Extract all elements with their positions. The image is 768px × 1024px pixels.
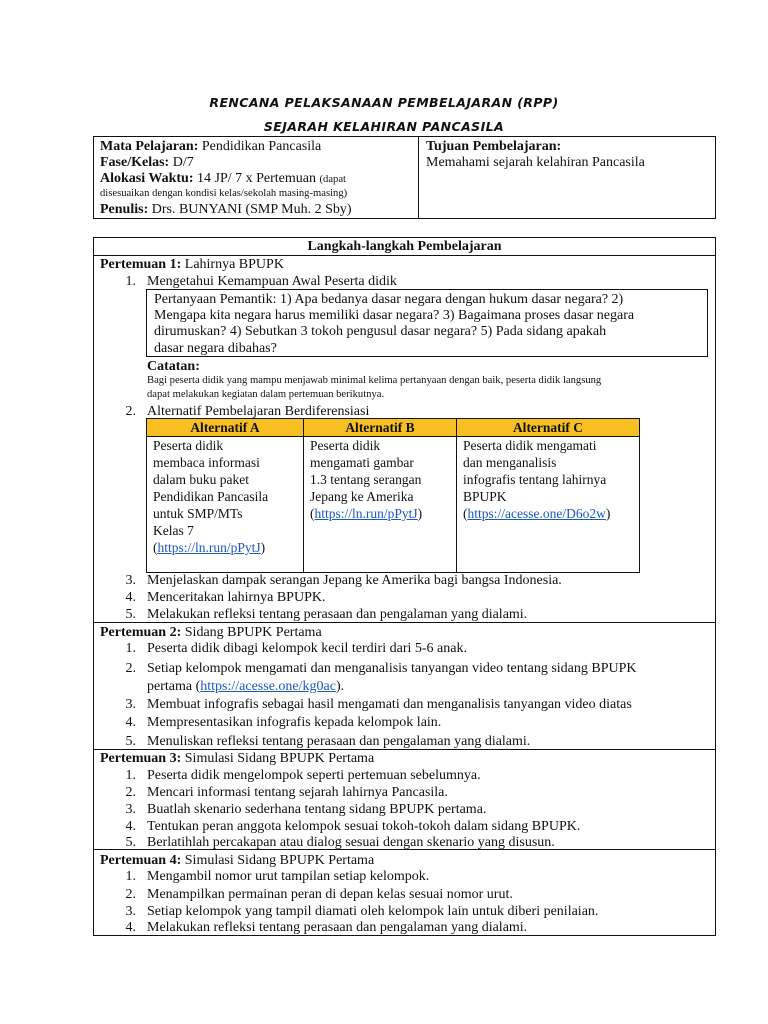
p1-item-3: Menjelaskan dampak serangan Jepang ke Amerika bagi bangsa Indonesia. [147, 573, 562, 588]
p2-label: Pertemuan 2: [100, 625, 182, 640]
alt-c-link[interactable]: https://acesse.one/D6o2w [467, 506, 606, 521]
alt-a-line: dalam buku paket [153, 472, 249, 487]
p1-topic: Lahirnya BPUPK [184, 257, 284, 272]
p1-num-1: 1. [125, 274, 136, 289]
alt-a-line: Pendidikan Pancasila [153, 489, 269, 504]
fase-label: Fase/Kelas: [100, 155, 170, 170]
p2-num-1: 1. [125, 641, 136, 656]
p4-item-1: Mengambil nomor urut tampilan setiap kelompok. [147, 869, 430, 884]
p3-heading [100, 750, 374, 767]
p4-item-3: Setiap kelompok yang tampil diamati oleh kelompok lain untuk diberi penilaian. [147, 904, 599, 919]
p4-item-4: Melakukan refleksi tentang perasaan dan pengalaman yang dialami. [147, 920, 528, 935]
p1-label: Pertemuan 1: [100, 257, 182, 272]
alt-b-line: Peserta didik [310, 438, 381, 453]
p2-heading [100, 624, 322, 641]
p2-item-2-text: pertama [147, 679, 193, 694]
alt-c-line: Peserta didik mengamati [463, 438, 597, 453]
penulis-value: Drs. BUNYANI (SMP Muh. 2 Sby) [151, 202, 352, 217]
p2-video-link[interactable]: https://acesse.one/kg0ac [200, 679, 336, 694]
p3-item-4: Tentukan peran anggota kelompok sesuai tokoh-tokoh dalam sidang BPUPK. [147, 819, 581, 834]
p3-item-3: Buatlah skenario sederhana tentang sidang BPUPK pertama. [147, 802, 487, 817]
p4-num-1: 1. [125, 869, 136, 884]
pemantik-line-4: dasar negara dibahas? [154, 341, 277, 356]
p1-num-5: 5. [125, 607, 136, 622]
doc-title: RENCANA PELAKSANAAN PEMBELAJARAN (RPP) [209, 95, 559, 110]
penulis-row [100, 201, 352, 218]
alt-b-line: Jepang ke Amerika [310, 489, 414, 504]
p3-num-5: 5. [125, 835, 136, 850]
p3-num-4: 4. [125, 819, 136, 834]
alt-c-cell: Peserta didik mengamati dan menganalisis infografis tentang lahirnya BPUPK (https://acesse.one/D6o2w) [463, 438, 611, 521]
p4-label: Pertemuan 4: [100, 853, 182, 868]
p3-label: Pertemuan 3: [100, 751, 182, 766]
alt-a-line: Kelas 7 [153, 523, 194, 538]
alokasi-value: 14 JP/ 7 x Pertemuan [197, 171, 316, 186]
p2-item-1: Peserta didik dibagi kelompok kecil terdiri dari 5-6 anak. [147, 641, 467, 656]
p3-num-1: 1. [125, 768, 136, 783]
langkah-header: Langkah-langkah Pembelajaran [307, 239, 502, 254]
alt-a-link[interactable]: https://ln.run/pPytJ [157, 540, 261, 555]
p1-item-2: Alternatif Pembelajaran Berdiferensiasi [147, 404, 370, 419]
alt-a-header: Alternatif A [147, 419, 303, 436]
alt-b-link[interactable]: https://ln.run/pPytJ [314, 506, 418, 521]
p4-topic: Simulasi Sidang BPUPK Pertama [184, 853, 375, 868]
p3-item-1: Peserta didik mengelompok seperti pertemuan sebelumnya. [147, 768, 481, 783]
alt-a-line: untuk SMP/MTs [153, 506, 243, 521]
p4-num-3: 3. [125, 904, 136, 919]
fase-row [100, 154, 194, 171]
p3-item-5: Berlatihlah percakapan atau dialog sesuai dengan skenario yang disusun. [147, 835, 555, 850]
p1-heading [100, 256, 284, 273]
alt-b-header: Alternatif B [304, 419, 456, 436]
p2-item-2: Setiap kelompok mengamati dan menganalisis tanyangan video tentang sidang BPUPK [147, 661, 637, 676]
pemantik-line-1: Pertanyaan Pemantik: 1) Apa bedanya dasar negara dengan hukum dasar negara? 2) [154, 292, 624, 307]
alt-a-line: Peserta didik [153, 438, 224, 453]
p2-item-3: Membuat infografis sebagai hasil mengamati dan menganalisis tanyangan video diatas [147, 697, 632, 712]
mapel-value: Pendidikan Pancasila [201, 139, 322, 154]
alt-c-line: dan menganalisis [463, 455, 557, 470]
alokasi-row [100, 170, 346, 187]
info-table-divider [418, 136, 419, 219]
alt-divider-1 [303, 418, 304, 573]
p4-item-2: Menampilkan permainan peran di depan kelas sesuai nomor urut. [147, 887, 513, 902]
p2-num-4: 4. [125, 715, 136, 730]
p2-item-5: Menuliskan refleksi tentang perasaan dan pengalaman yang dialami. [147, 734, 531, 749]
penulis-label: Penulis: [100, 202, 149, 217]
alt-c-line: infografis tentang lahirnya [463, 472, 607, 487]
alt-divider-2 [456, 418, 457, 573]
p4-num-2: 2. [125, 887, 136, 902]
fase-value: D/7 [172, 155, 194, 170]
p1-item-4: Menceritakan lahirnya BPUPK. [147, 590, 326, 605]
p1-num-3: 3. [125, 573, 136, 588]
p2-item-4: Mempresentasikan infografis kepada kelompok lain. [147, 715, 442, 730]
p2-num-3: 3. [125, 697, 136, 712]
p1-item-5: Melakukan refleksi tentang perasaan dan pengalaman yang dialami. [147, 607, 528, 622]
p2-num-2: 2. [125, 661, 136, 676]
catatan-line-2: dapat melakukan kegiatan dalam pertemuan berikutnya. [147, 389, 385, 400]
alokasi-label: Alokasi Waktu: [100, 171, 194, 186]
mapel-label: Mata Pelajaran: [100, 139, 199, 154]
p1-num-4: 4. [125, 590, 136, 605]
alt-b-line: mengamati gambar [310, 455, 414, 470]
p3-topic: Simulasi Sidang BPUPK Pertama [184, 751, 375, 766]
catatan-line-1: Bagi peserta didik yang mampu menjawab minimal kelima pertanyaan dengan baik, peserta didik langsung [147, 375, 602, 386]
p3-num-2: 2. [125, 785, 136, 800]
p4-heading [100, 852, 374, 869]
alt-a-line: membaca informasi [153, 455, 260, 470]
doc-subtitle: SEJARAH KELAHIRAN PANCASILA [263, 119, 505, 134]
alt-a-cell: Peserta didik membaca informasi dalam buku paket Pendidikan Pancasila untuk SMP/MTs Kelas 7 (https://ln.run/pPytJ) [153, 438, 269, 555]
pemantik-line-2: Mengapa kita negara harus memiliki dasar negara? 3) Bagaimana proses dasar negara [154, 308, 635, 323]
alokasi-note-2: disesuaikan dengan kondisi kelas/sekolah masing-masing) [100, 188, 348, 199]
p3-num-3: 3. [125, 802, 136, 817]
p1-num-2: 2. [125, 404, 136, 419]
p2-topic: Sidang BPUPK Pertama [184, 625, 322, 640]
alt-c-line: BPUPK [463, 489, 507, 504]
tujuan-label: Tujuan Pembelajaran: [426, 139, 562, 154]
catatan-label: Catatan: [147, 359, 200, 374]
p1-item-1: Mengetahui Kemampuan Awal Peserta didik [147, 274, 397, 289]
p2-num-5: 5. [125, 734, 136, 749]
p4-num-4: 4. [125, 920, 136, 935]
tujuan-value: Memahami sejarah kelahiran Pancasila [426, 155, 645, 170]
p2-item-2-cont: pertama (https://acesse.one/kg0ac). [147, 679, 345, 694]
alt-b-cell: Peserta didik mengamati gambar 1.3 tentang serangan Jepang ke Amerika (https://ln.run/pPytJ) [310, 438, 423, 521]
alt-c-header: Alternatif C [457, 419, 639, 436]
p3-item-2: Mencari informasi tentang sejarah lahirnya Pancasila. [147, 785, 448, 800]
mapel-row [100, 138, 321, 155]
alt-b-line: 1.3 tentang serangan [310, 472, 422, 487]
pemantik-line-3: dirumuskan? 4) Sebutkan 3 tokoh pengusul dasar negara? 5) Pada sidang apakah [154, 324, 607, 339]
alokasi-note: (dapat [319, 174, 346, 185]
